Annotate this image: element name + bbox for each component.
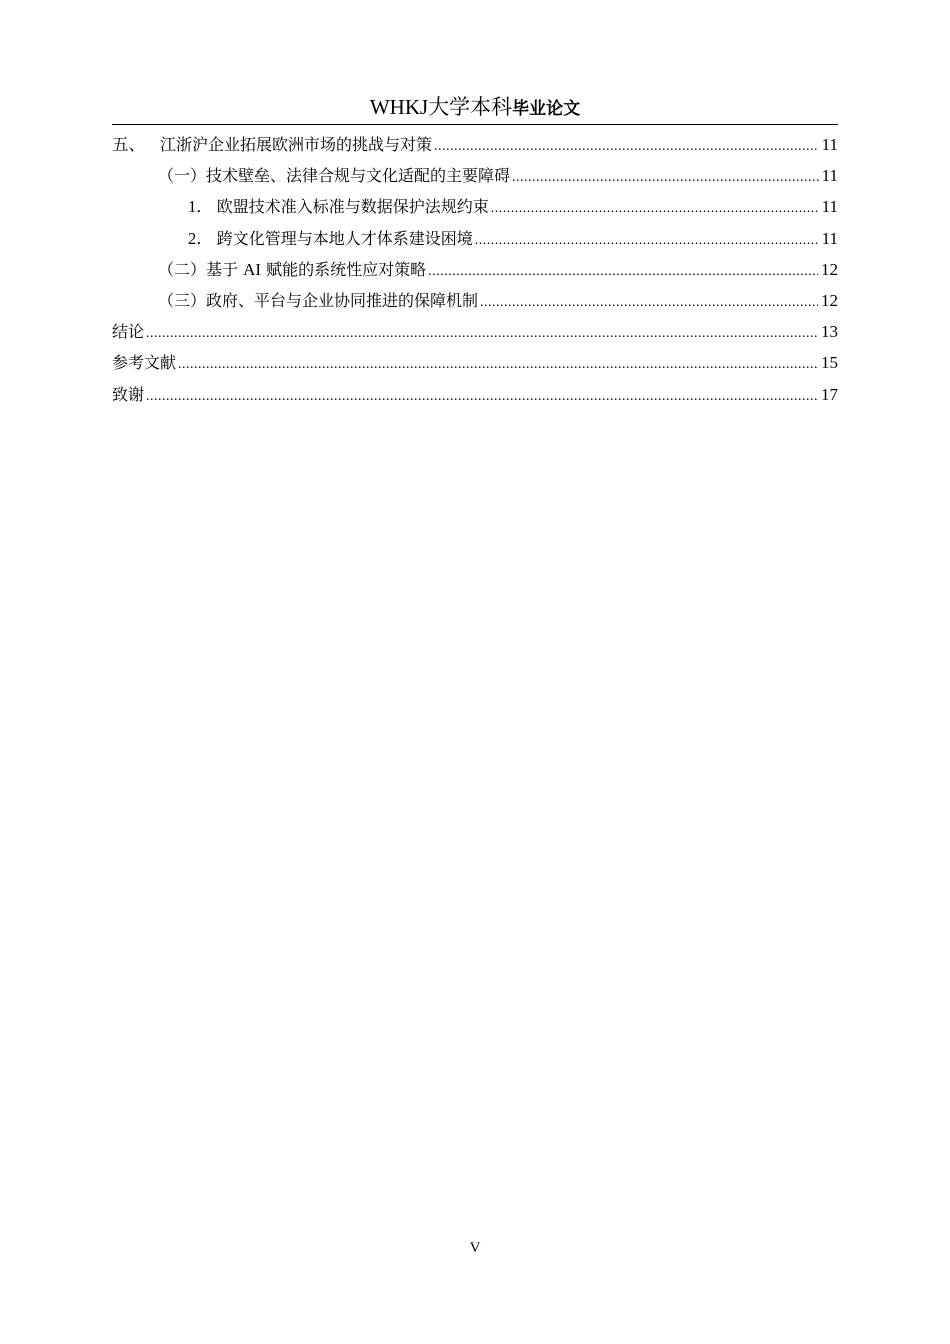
toc-entry[interactable] (112, 254, 838, 285)
toc-entry-page: 12 (821, 259, 838, 279)
toc-entry-title: 跨文化管理与本地人才体系建设困境 (216, 228, 473, 248)
toc-entry-page: 12 (821, 290, 838, 310)
toc-entry-number: 五、 (112, 135, 145, 154)
toc-entry-title: 致谢 (112, 384, 145, 404)
header-title-bold: 毕业论文 (512, 99, 581, 119)
toc-leader-dots (146, 381, 818, 412)
header-title-main: WHKJ大学本科 (369, 95, 513, 119)
toc-title-part: 赋能的系统性应对策略 (261, 259, 427, 279)
toc-entry[interactable] (112, 160, 838, 191)
page-number: V (469, 1240, 481, 1256)
toc-leader-dots (428, 256, 818, 287)
toc-entry-page: 11 (821, 228, 838, 248)
toc-leader-dots (475, 225, 819, 256)
toc-leader-dots (178, 349, 818, 380)
toc-entry-number: 2． (188, 228, 213, 248)
toc-entry[interactable] (112, 223, 838, 254)
toc-entry[interactable] (112, 316, 838, 347)
toc-entry-title: 江浙沪企业拓展欧洲市场的挑战与对策 (160, 135, 433, 154)
toc-entry-page: 11 (821, 166, 838, 186)
toc-entry-title: 欧盟技术准入标准与数据保护法规约束 (216, 197, 489, 217)
toc-leader-dots (491, 193, 819, 224)
toc-entry[interactable] (112, 129, 838, 160)
page-header (112, 94, 838, 122)
toc-entry-page: 13 (821, 322, 838, 342)
toc-entry[interactable] (112, 347, 838, 378)
toc-entry-title (158, 254, 426, 285)
toc-entry-title: （三）政府、平台与企业协同推进的保障机制 (158, 290, 479, 310)
toc-entry-title: （一）技术壁垒、法律合规与文化适配的主要障碍 (158, 166, 511, 186)
header-rule (112, 124, 838, 125)
toc-entry-title: 参考文献 (112, 353, 177, 373)
toc-entry-page: 15 (821, 353, 838, 373)
toc-entry-number: 1． (188, 197, 213, 217)
toc-entry[interactable] (112, 285, 838, 316)
toc-entry-page: 11 (821, 135, 838, 154)
toc-title-part: AI (243, 259, 262, 279)
toc-entry-page: 11 (821, 197, 838, 217)
toc-entry[interactable] (112, 379, 838, 410)
toc-title-part: （二）基于 (158, 259, 244, 279)
toc-entry[interactable] (112, 191, 838, 222)
toc-leader-dots (480, 287, 818, 318)
table-of-contents (112, 129, 838, 410)
toc-leader-dots (512, 162, 819, 193)
toc-entry-page: 17 (821, 384, 838, 404)
toc-leader-dots (146, 318, 818, 349)
toc-entry-title: 结论 (112, 322, 145, 342)
toc-leader-dots (434, 131, 819, 162)
